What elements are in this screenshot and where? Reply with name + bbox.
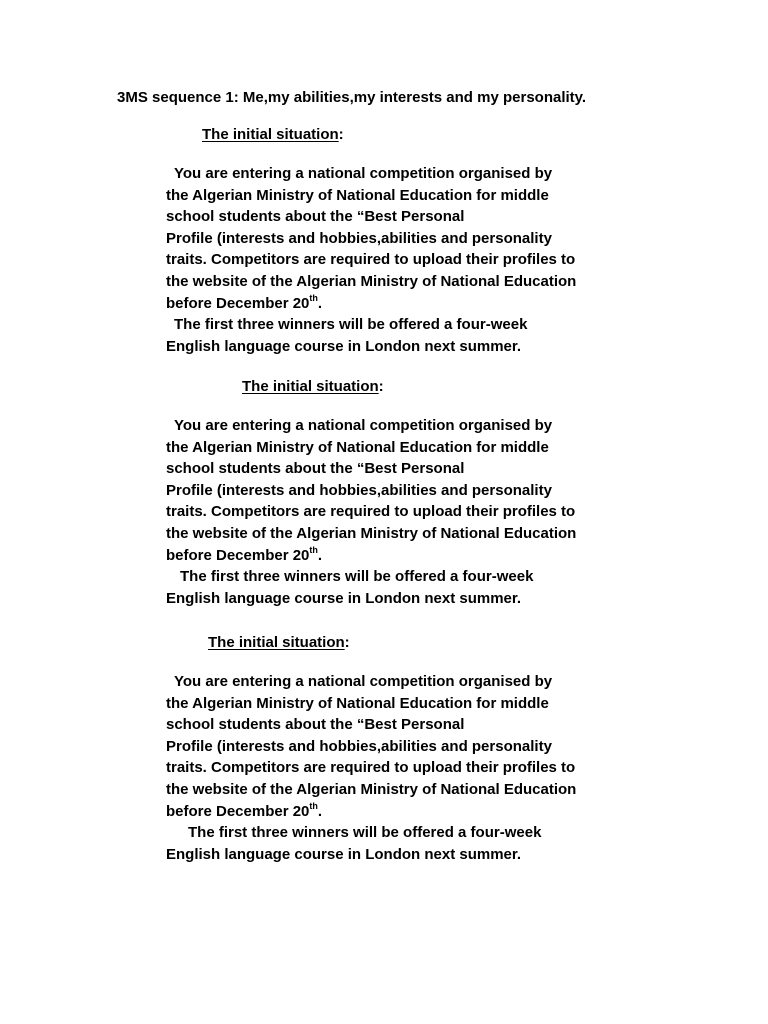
section-heading-colon: : [344, 634, 350, 651]
paragraph-line: Profile (interests and hobbies,abilities and personality [166, 481, 552, 499]
section-heading-text: The initial situation [202, 126, 339, 143]
section-heading [242, 377, 384, 397]
section-heading-colon: : [378, 378, 384, 395]
deadline-line [166, 801, 576, 823]
paragraph-line: school students about the “Best Personal [166, 208, 465, 226]
paragraph-line: traits. Competitors are required to upload their profiles to [166, 251, 576, 269]
paragraph-line: the website of the Algerian Ministry of National Education [166, 780, 577, 798]
paragraph-line: the website of the Algerian Ministry of National Education [166, 272, 577, 290]
section-heading-text: The initial situation [208, 634, 345, 651]
paragraph-line: You are entering a national competition organised by [174, 165, 553, 182]
paragraph-line: The first three winners will be offered a four-week [180, 568, 534, 586]
paragraph-line: the Algerian Ministry of National Education for middle [166, 186, 549, 204]
section-paragraph [166, 415, 576, 609]
paragraph-line: school students about the “Best Personal [166, 716, 465, 734]
deadline-line [166, 293, 576, 315]
ordinal-suffix: th [309, 544, 318, 555]
paragraph-line: English language course in London next summer. [166, 845, 522, 863]
paragraph-line: The first three winners will be offered a four-week [188, 824, 542, 842]
paragraph-line: the Algerian Ministry of National Education for middle [166, 694, 549, 712]
paragraph-line: traits. Competitors are required to upload their profiles to [166, 759, 576, 777]
deadline-text: before December 20 [166, 294, 310, 312]
deadline-period: . [317, 546, 323, 564]
paragraph-line: the website of the Algerian Ministry of National Education [166, 524, 577, 542]
section-heading [208, 633, 350, 653]
paragraph-line: English language course in London next summer. [166, 337, 522, 355]
section-heading [202, 125, 344, 145]
section-paragraph [166, 163, 576, 357]
deadline-text: before December 20 [166, 546, 310, 564]
paragraph-line: Profile (interests and hobbies,abilities and personality [166, 737, 552, 755]
paragraph-line: school students about the “Best Personal [166, 460, 465, 478]
ordinal-suffix: th [309, 800, 318, 811]
deadline-text: before December 20 [166, 802, 310, 820]
paragraph-line: The first three winners will be offered a four-week [174, 316, 528, 334]
deadline-period: . [317, 802, 323, 820]
section-heading-text: The initial situation [242, 378, 379, 395]
document-title: 3MS sequence 1: Me,my abilities,my interests and my personality. [117, 89, 587, 106]
section-heading-colon: : [338, 126, 344, 143]
deadline-line [166, 545, 576, 567]
paragraph-line: Profile (interests and hobbies,abilities and personality [166, 229, 552, 247]
deadline-period: . [317, 294, 323, 312]
paragraph-line: traits. Competitors are required to upload their profiles to [166, 503, 576, 521]
paragraph-line: You are entering a national competition organised by [174, 417, 553, 434]
ordinal-suffix: th [309, 292, 318, 303]
paragraph-line: You are entering a national competition organised by [174, 673, 553, 690]
paragraph-line: the Algerian Ministry of National Education for middle [166, 438, 549, 456]
section-paragraph [166, 671, 576, 865]
paragraph-line: English language course in London next summer. [166, 589, 522, 607]
